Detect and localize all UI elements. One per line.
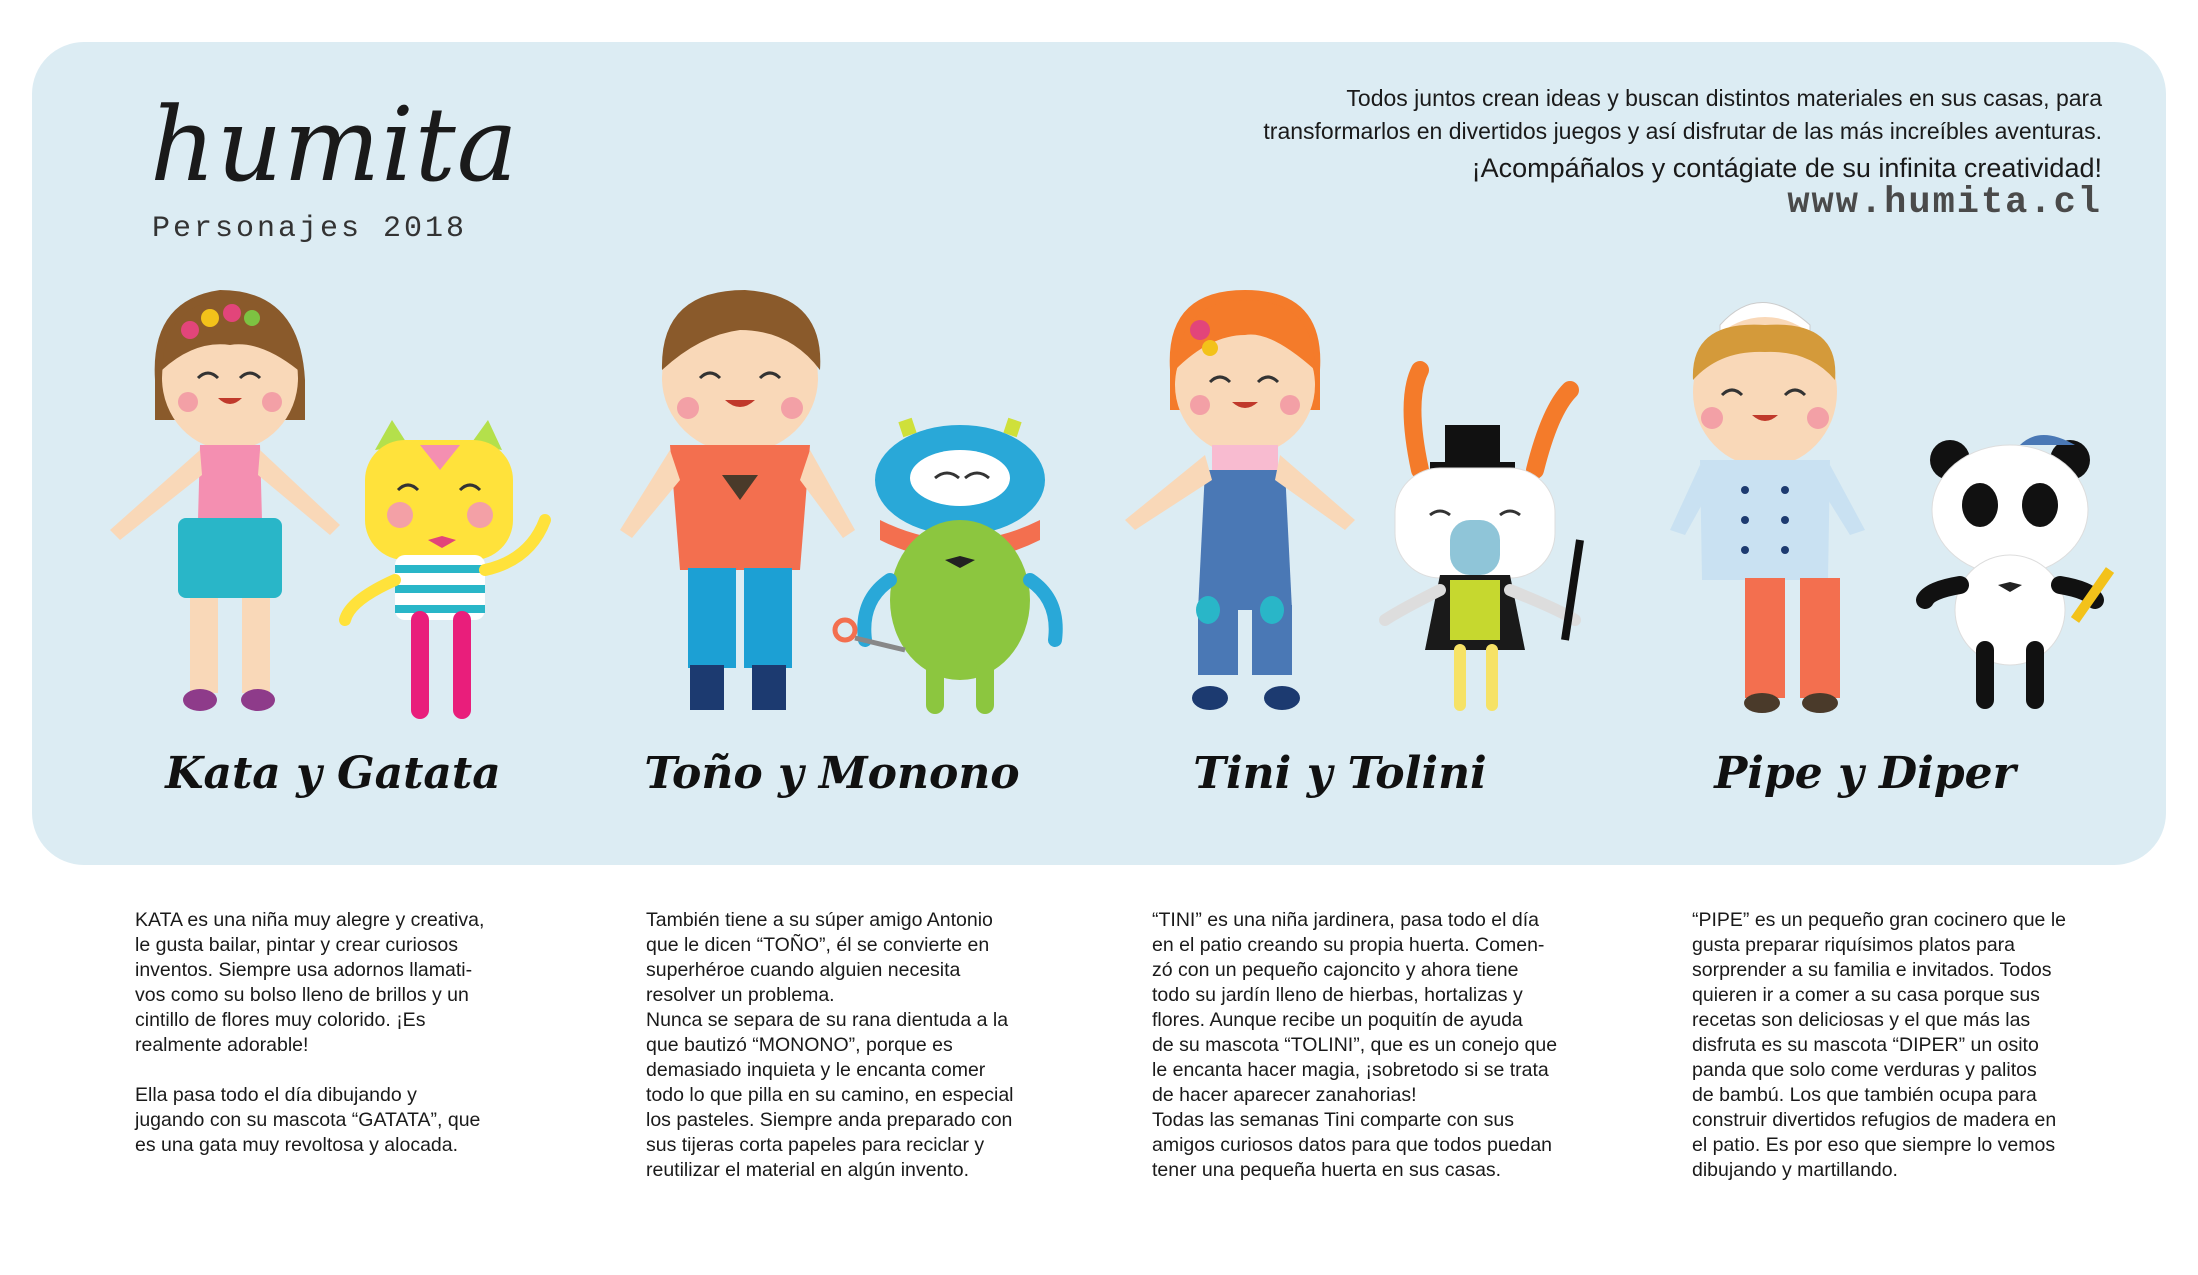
tono-figure (620, 290, 855, 710)
group-name-tono: Toño y Monono (644, 748, 1020, 799)
gatata-figure (345, 420, 545, 710)
kata-figure (110, 290, 340, 711)
monono-figure (835, 420, 1056, 705)
tini-figure (1125, 290, 1355, 710)
brand-logo: humita (150, 86, 519, 205)
website-url[interactable]: www.humita.cl (1787, 182, 2102, 224)
intro-line-1: Todos juntos crean ideas y buscan distintos materiales en sus casas, para (1346, 85, 2102, 111)
description-tini: “TINI” es una niña jardinera, pasa todo el día en el patio creando su propia huerta. Comen- zó con un pequeño cajoncito y ahora tiene todo su jardín lleno de hierbas, hortalizas y flores. Aunque recibe un poquitín de ayuda de su mascota “TOLINI”, que es un conejo que le encanta hacer magia, ¡sobretodo si se trata de hacer aparecer zanahorias! Todas las semanas Tini comparte con sus amigos curiosos datos para que todos puedan tener una pequeña huerta en sus casas. (1152, 909, 1558, 1181)
description-pipe: “PIPE” es un pequeño gran cocinero que le gusta preparar riquísimos platos para sorprender a su familia e invitados. Todos quieren ir a comer a su casa porque sus recetas son deliciosas y el que más las disfruta es su mascota “DIPER” un osito panda que solo come verduras y palitos de bambú. Los que también ocupa para construir divertidos refugios de madera en el patio. Es por eso que siempre lo vemos dibujando y martillando. (1692, 909, 2066, 1181)
subtitle: Personajes 2018 (152, 212, 468, 246)
description-kata: KATA es una niña muy alegre y creativa, le gusta bailar, pintar y crear curiosos inventos. Siempre usa adornos llamati- vos como su bolso lleno de brillos y un cintillo de flores muy colorido. ¡Es realmente adorable! Ella pasa todo el día dibujando y jugando con su mascota “GATATA”, que es una gata muy revoltosa y alocada. (135, 909, 485, 1156)
intro-line-2: transformarlos en divertidos juegos y así disfrutar de las más increíbles aventuras. (1263, 118, 2102, 144)
description-tono: También tiene a su súper amigo Antonio que le dicen “TOÑO”, él se convierte en superhéroe cuando alguien necesita resolver un problema. Nunca se separa de su rana dientuda a la que bautizó “MONONO”, porque es demasiado inquieta y le encanta comer todo lo que pilla en su camino, en especial los pasteles. Siempre anda preparado con sus tijeras corta papeles para reciclar y reutilizar el material en algún invento. (646, 909, 1014, 1181)
group-name-kata: Kata y Gatata (165, 748, 501, 799)
diper-figure (1925, 435, 2110, 700)
group-name-tini: Tini y Tolini (1193, 748, 1487, 799)
pipe-figure (1670, 303, 1865, 714)
intro-line-3: ¡Acompáñalos y contágiate de su infinita creatividad! (1471, 153, 2102, 183)
group-name-pipe: Pipe y Diper (1714, 748, 2016, 799)
tolini-figure (1385, 370, 1580, 705)
